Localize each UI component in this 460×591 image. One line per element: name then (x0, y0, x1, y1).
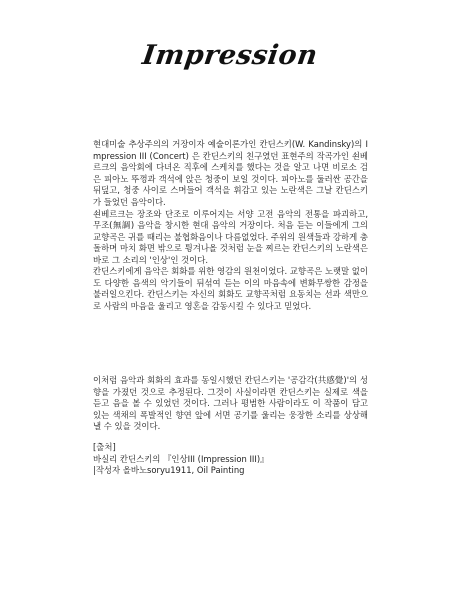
paragraph-impression-concert: 현대미술 추상주의의 거장이자 예술이론가인 칸딘스키(W. Kandinsky)의 Impression III (Concert) 은 칸딘스키의 친구였던 표현주의 작곡가인 쇤베르크의 음악회에 다녀온 직후에 스케치를 했다는 것을 알고 나면 비로소 검은 피아노 뚜껑과 객석에 앉은 청중이 보일 것이다. 피아노를 둘러싼 공간을 뒤덮고, 청중 사이로 스며들어 객석을 휘감고 있는 노란색은 그날 칸딘스키가 들었던 음악이다. (93, 139, 368, 207)
source-block (93, 442, 368, 477)
source-heading: [출처] (93, 442, 116, 452)
paragraph-schoenberg: 쇤베르크는 장조와 단조로 이루어지는 서양 고전 음악의 전통을 파괴하고, 무조(無調) 음악을 창시한 현대 음악의 거장이다. 처음 듣는 이들에게 그의 교향곡은 귀를 때리는 불협화음이나 다름없었다. 주위의 원색들과 강하게 충돌하며 마치 화면 밖으로 튕겨나올 것처럼 눈을 찌르는 칸딘스키의 노란색은 바로 그 소리의 '인상'인 것이다. (93, 208, 368, 265)
source-work: 바실리 칸딘스키의 『인상III (Impression III)』 (93, 453, 269, 464)
source-author: |작성자 올바노soryu1911, Oil Painting (93, 465, 245, 476)
section-music-inspiration (93, 266, 368, 312)
paragraph-synesthesia: 이처럼 음악과 회화의 효과를 동일시했던 칸딘스키는 '공감각(共感覺)'의 성향을 가졌던 것으로 추정된다. 그것이 사실이라면 칸딘스키는 실제로 색을 듣고 음을 볼 수 있었던 것이다. 그러나 평범한 사람이라도 이 작품이 담고 있는 색채의 폭발적인 향연 앞에 서면 공기를 울리는 웅장한 소리를 상상해낼 수 있을 것이다. (93, 375, 368, 432)
section-synesthesia (93, 375, 368, 433)
section-intro (93, 139, 368, 267)
paragraph-music-inspiration: 칸딘스키에게 음악은 회화를 위한 영감의 원천이었다. 교향곡은 노랫말 없이도 다양한 음색의 악기들이 뒤섞여 듣는 이의 마음속에 변화무쌍한 감정을 불러일으킨다. 칸딘스키는 자신의 회화도 교향곡처럼 요동치는 선과 색만으로 사람의 마음을 울리고 영혼을 감동시킬 수 있다고 믿었다. (93, 266, 368, 311)
document-title: Impression (140, 40, 320, 71)
